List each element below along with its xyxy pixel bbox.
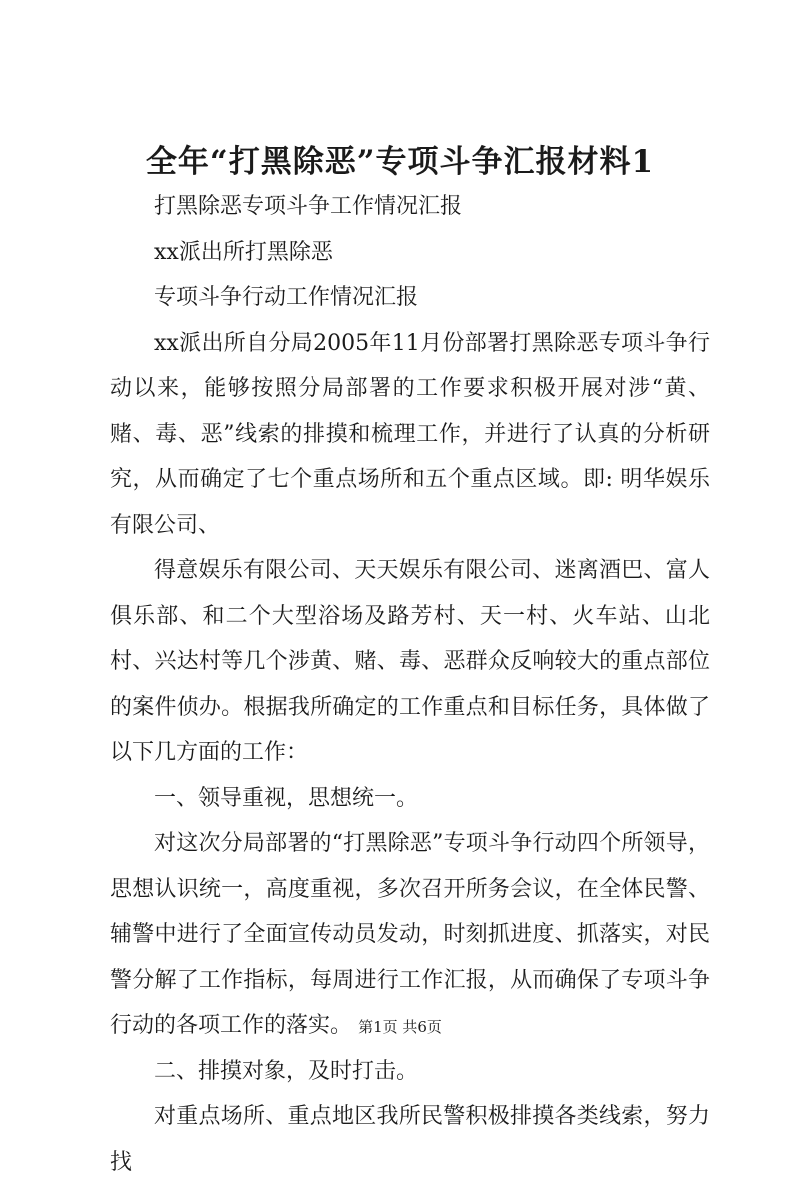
document-title: 全年“打黑除恶”专项斗争汇报材料1 xyxy=(145,144,655,180)
page-number-footer: 第1页 共6页 xyxy=(358,1018,442,1036)
subtitle-line: xx派出所打黑除恶 xyxy=(154,239,333,265)
subtitle-line: 打黑除恶专项斗争工作情况汇报 xyxy=(154,194,463,219)
body-paragraph: 得意娱乐有限公司、天天娱乐有限公司、迷离酒巴、富人俱乐部、和二个大型浴场及路芳村、天一村、火车站、山北村、兴达村等几个涉黄、赌、毒、恶群众反响较大的重点部位的案件侦办。根据我所确定的工作重点和目标任务，具体做了以下几方面的工作： xyxy=(110,558,710,765)
subtitle-line: 专项斗争行动工作情况汇报 xyxy=(154,285,419,310)
body-paragraph: 对这次分局部署的“打黑除恶”专项斗争行动四个所领导，思想认识统一，高度重视，多次召开所务会议，在全体民警、辅警中进行了全面宣传动员发动，时刻抓进度、抓落实，对民警分解了工作指标，每周进行工作汇报，从而确保了专项斗争行动的各项工作的落实。 xyxy=(110,831,710,1038)
body-paragraph: xx派出所自分局2005年11月份部署打黑除恶专项斗争行动以来，能够按照分局部署的工作要求积极开展对涉“黄、赌、毒、恶”线索的排摸和梳理工作，并进行了认真的分析研究，从而确定了七个重点场所和五个重点区域。即: 明华娱乐有限公司、 xyxy=(110,330,710,538)
section-heading: 一、领导重视，思想统一。 xyxy=(154,785,419,811)
section-heading: 二、排摸对象，及时打击。 xyxy=(154,1058,419,1084)
body-paragraph: 对重点场所、重点地区我所民警积极排摸各类线索，努力找 xyxy=(110,1104,710,1175)
